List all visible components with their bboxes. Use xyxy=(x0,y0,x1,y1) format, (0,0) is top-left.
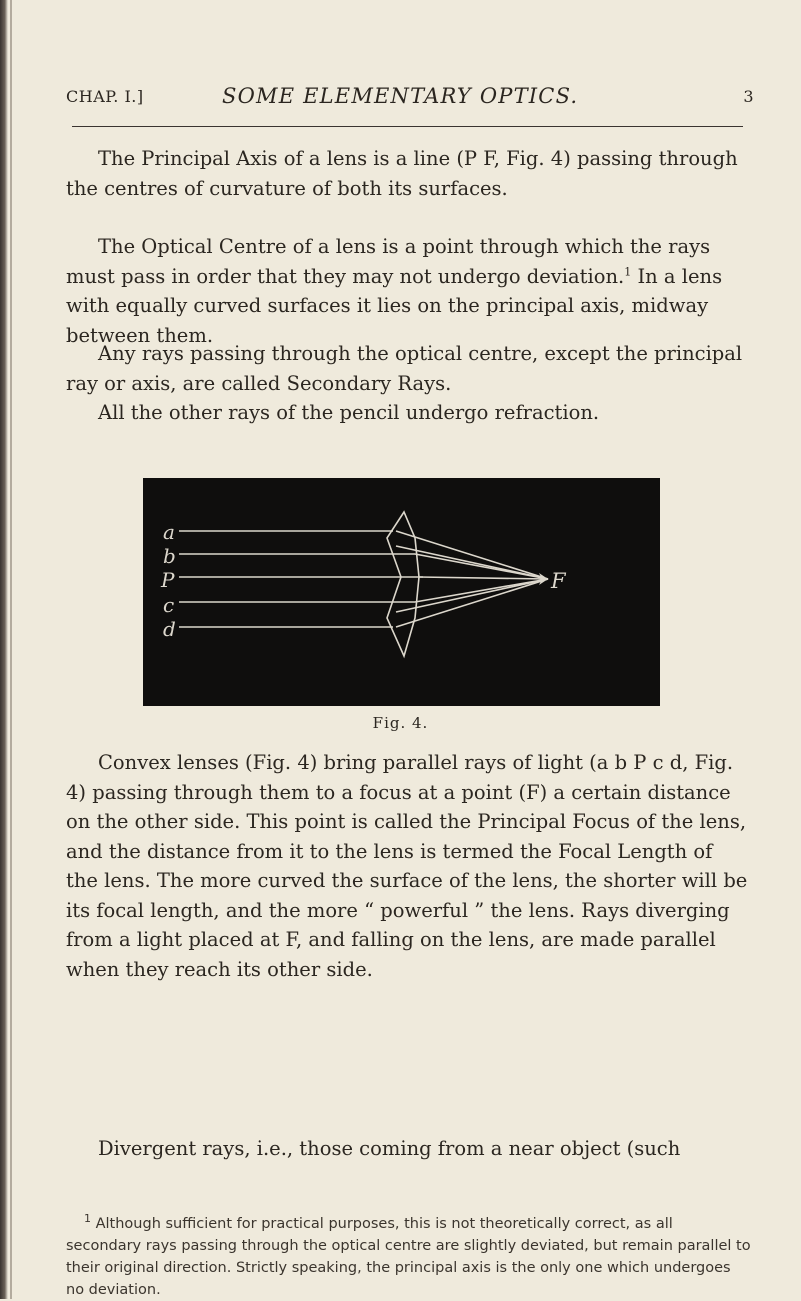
paragraph-convex-lenses: Convex lenses (Fig. 4) bring parallel rays of light (a b P c d, Fig. 4) passing through them to a focus at a point (F) a certain distance on the other side. This point is called the Principal Focus of the lens, and the distance from it to the lens is termed the Focal Length of the lens. The more curved the surface of the lens, the shorter will be its focal length, and the more “ powerful ” the lens. Rays diverging from a light placed at F, and falling on the lens, are made parallel when they reach its other side. xyxy=(66,751,748,981)
label-b: b xyxy=(163,544,176,568)
label-d: d xyxy=(163,617,176,641)
paragraph-secondary-rays: Any rays passing through the optical centre, except the principal ray or axis, are called Secondary Rays. xyxy=(66,342,743,395)
page-edge-shadow xyxy=(0,0,8,1299)
paragraph-optical-centre xyxy=(66,232,748,350)
paragraph-divergent-rays: Divergent rays, i.e., those coming from a near object (such xyxy=(98,1137,681,1160)
refracted-ray-c xyxy=(415,579,548,602)
principal-axis-ray xyxy=(419,577,548,579)
figure-caption: Fig. 4. xyxy=(372,714,429,732)
paragraph-refraction: All the other rays of the pencil undergo refraction. xyxy=(98,401,600,424)
chapter-label: CHAP. I.] xyxy=(66,87,144,106)
label-p: P xyxy=(161,568,175,592)
label-a: a xyxy=(163,520,175,544)
label-c: c xyxy=(163,593,175,617)
running-header xyxy=(62,84,762,114)
footnote-reference: 1 xyxy=(624,265,632,278)
page-edge-line xyxy=(10,0,12,1299)
page-number: 3 xyxy=(743,87,754,106)
footnote-text: Although sufficient for practical purposes, this is not theoretically correct, as all secondary rays passing through the optical centre are slightly deviated, but remain parallel to their original direction. Strictly speaking, the principal axis is the only one which undergoes no deviation. xyxy=(66,1216,751,1298)
lens-diagram-svg xyxy=(143,478,660,706)
header-rule xyxy=(72,126,743,127)
paragraph-optical-centre-continued: In a lens with equally curved surfaces it lies on the principal axis, midway between them. xyxy=(66,264,723,347)
paragraph-principal-axis: The Principal Axis of a lens is a line (P F, Fig. 4) passing through the centres of curvature of both its surfaces. xyxy=(66,147,738,200)
figure-4-lens-diagram xyxy=(143,478,660,706)
footnote-mark: 1 xyxy=(84,1212,91,1226)
paragraph-optical-centre-text: The Optical Centre of a lens is a point through which the rays must pass in order that they may not undergo deviation. xyxy=(66,235,711,288)
footnote xyxy=(66,1213,752,1301)
label-focus: F xyxy=(551,569,566,593)
running-title: SOME ELEMENTARY OPTICS. xyxy=(222,84,579,108)
